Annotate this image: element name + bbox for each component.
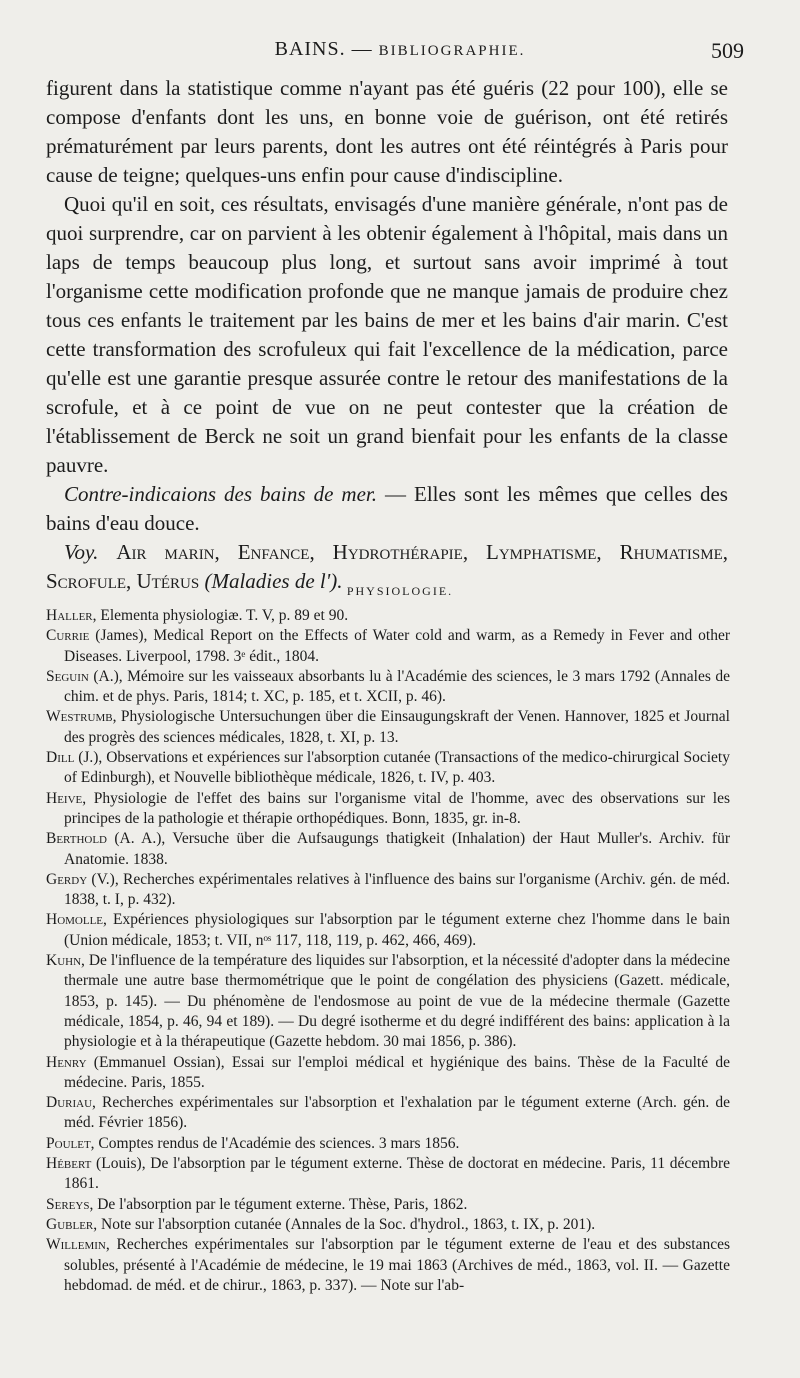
reference-author: Currie (46, 627, 90, 645)
reference-entry (46, 789, 730, 830)
reference-entry (46, 1154, 730, 1195)
reference-entry (46, 870, 730, 911)
reference-entry (46, 1215, 730, 1235)
reference-text: Recherches expérimentales sur l'absorption et l'exhalation par le tégument externe (Arch. gén. de méd. Février 1856). (64, 1094, 730, 1132)
reference-author: Duriau, (46, 1094, 96, 1112)
reference-entry (46, 829, 730, 870)
reference-author: Willemin, (46, 1236, 110, 1254)
contraindications-heading: Contre-indicaions des bains de mer. (64, 482, 377, 506)
reference-entry (46, 1053, 730, 1094)
contraindications-text: — Elles sont les mêmes que celles des bains d'eau douce. (46, 482, 728, 535)
reference-text: Physiologische Untersuchungen über die Einsaugungskraft der Venen. Hannover, 1825 et Journal des progrès des sciences médicales, 1828, t. XI, p. 13. (64, 708, 730, 746)
reference-author: Hébert (46, 1155, 92, 1173)
reference-entry (46, 1195, 730, 1215)
reference-author: Homolle, (46, 911, 107, 929)
reference-text: (A.), Mémoire sur les vaisseaux absorbants lu à l'Académie des sciences, le 3 mars 1792 (Annales de chim. et de phys. Paris, 1814; t. XC, p. 185, et t. XCII, p. 46). (64, 667, 730, 706)
reference-text: (A. A.), Versuche über die Aufsaugungs thatigkeit (Inhalation) der Haut Muller's. Archiv. für Anatomie. 1838. (64, 830, 730, 868)
reference-author: Berthold (46, 830, 108, 848)
reference-text: (V.), Recherches expérimentales relatives à l'influence des bains sur l'organisme (Archiv. gén. de méd. 1838, t. I, p. 432). (64, 870, 730, 909)
paragraph-results: Quoi qu'il en soit, ces résultats, envisagés d'une manière générale, n'ont pas de quoi surprendre, car on parvient à les obtenir également à l'hôpital, mais dans un laps de temps beaucoup plus long, et surtout sans avoir imprimé à tout l'organisme cette modification profonde que ne manque jamais de produire chez tous ces enfants le traitement par les bains de mer et les bains d'air marin. C'est cette transformation des scrofuleux qui fait l'excellence de la médication, parce qu'elle est une garantie presque assurée contre le retour des manifestations de la scrofule, et à ce point de vue on ne peut contester que la création de l'établissement de Berck ne soit un grand bienfait pour les enfants de la classe pauvre. (46, 192, 728, 477)
reference-text: (Louis), De l'absorption par le tégument externe. Thèse de doctorat en médecine. Paris, 11 décembre 1861. (64, 1155, 730, 1193)
section-title: PHYSIOLOGIE. (346, 584, 454, 598)
see-also-tail: (Maladies de l'). (204, 569, 343, 593)
reference-text: Recherches expérimentales sur l'absorption par le tégument externe de l'eau et des substances solubles, présenté à l'Académie de médecine, le 19 mai 1863 (Archives de méd., 1863, vol. II. — Gazette hebdomad. de méd. et de chirur., 1863, p. 337). — Note sur l'ab- (64, 1236, 730, 1294)
reference-entry (46, 626, 730, 667)
reference-author: Gubler, (46, 1215, 98, 1233)
reference-entry (46, 1093, 730, 1134)
reference-author: Henry (46, 1053, 87, 1071)
reference-entry (46, 910, 730, 951)
reference-text: Physiologie de l'effet des bains sur l'organisme vital de l'homme, avec des observations sur les principes de la pathologie et thérapie orthopédiques. Bonn, 1835, gr. in-8. (64, 789, 730, 827)
running-subtitle: BIBLIOGRAPHIE. (378, 43, 526, 59)
reference-text: De l'absorption par le tégument externe. Thèse, Paris, 1862. (93, 1195, 468, 1213)
reference-author: Seguin (46, 667, 89, 685)
reference-text: Expériences physiologiques sur l'absorption par le tégument externe chez l'homme dans le bain (Union médicale, 1853; t. VII, nᵒˢ 117, 118, 119, p. 462, 466, 469). (64, 911, 730, 949)
see-also-label: Voy. (64, 540, 99, 564)
main-text (46, 74, 728, 596)
reference-author: Dill (46, 749, 75, 767)
reference-entry (46, 707, 730, 748)
reference-list (46, 606, 730, 1296)
reference-entry (46, 1134, 730, 1154)
reference-entry (46, 1235, 730, 1296)
reference-text: Note sur l'absorption cutanée (Annales de la Soc. d'hydrol., 1863, t. IX, p. 201). (97, 1215, 596, 1233)
reference-author: Haller, (46, 607, 97, 624)
reference-author: Sereys, (46, 1195, 94, 1213)
running-head (0, 38, 800, 61)
reference-author: Poulet, (46, 1134, 95, 1152)
reference-author: Gerdy (46, 870, 88, 888)
page-header (0, 38, 800, 68)
running-dash: — (351, 38, 373, 60)
reference-text: Comptes rendus de l'Académie des sciences. 3 mars 1856. (94, 1134, 460, 1152)
reference-text: (Emmanuel Ossian), Essai sur l'emploi médical et hygiénique des bains. Thèse de la Faculté de médecine. Paris, 1855. (64, 1053, 730, 1091)
paragraph-continuation: figurent dans la statistique comme n'ayant pas été guéris (22 pour 100), elle se compose d'enfants dont les uns, en bonne voie de guérison, ont été retirés prématurément par leurs parents, dont les autres ont été réintégrés à Paris pour cause de teigne; quelques-uns enfin pour cause d'indiscipline. (46, 76, 728, 187)
reference-text: (J.), Observations et expériences sur l'absorption cutanée (Transactions of the medico-chirurgical Society of Edinburgh), et Nouvelle bibliothèque médicale, 1826, t. IV, p. 403. (64, 749, 730, 787)
see-also-items: Air marin, Enfance, Hydrothérapie, Lymphatisme, Rhumatisme, Scrofule, Utérus (46, 540, 729, 593)
reference-author: Heive, (46, 789, 87, 807)
reference-text: De l'influence de la température des liquides sur l'absorption, et la nécessité d'adopter dans la médecine thermale une autre base thermométrique que le point de congélation des physiciens (Gazett. médicale, 1853, p. 145). — Du phénomène de l'endosmose au point de vue de la médecine thermale (Gazette médicale, 1854, p. 46, 94 et 189). — Du degré isotherme et du degré indifférent des bains: application à la physiologie et à la thérapeutique (Gazette hebdom. 30 mai 1856, p. 386). (64, 952, 730, 1051)
reference-entry (46, 667, 730, 708)
reference-author: Westrumb, (46, 708, 117, 726)
reference-text: Elementa physiologiæ. T. V, p. 89 et 90. (96, 607, 349, 624)
reference-entry (46, 606, 730, 626)
reference-text: (James), Medical Report on the Effects of Water cold and warm, as a Remedy in Fever and other Diseases. Liverpool, 1798. 3ᵉ édit., 1804. (64, 627, 730, 665)
running-title: BAINS. (274, 38, 346, 60)
reference-entry (46, 748, 730, 789)
paragraph-contraindications (46, 480, 728, 538)
page-number: 509 (711, 38, 744, 63)
reference-author: Kuhn, (46, 952, 85, 970)
reference-entry (46, 951, 730, 1052)
